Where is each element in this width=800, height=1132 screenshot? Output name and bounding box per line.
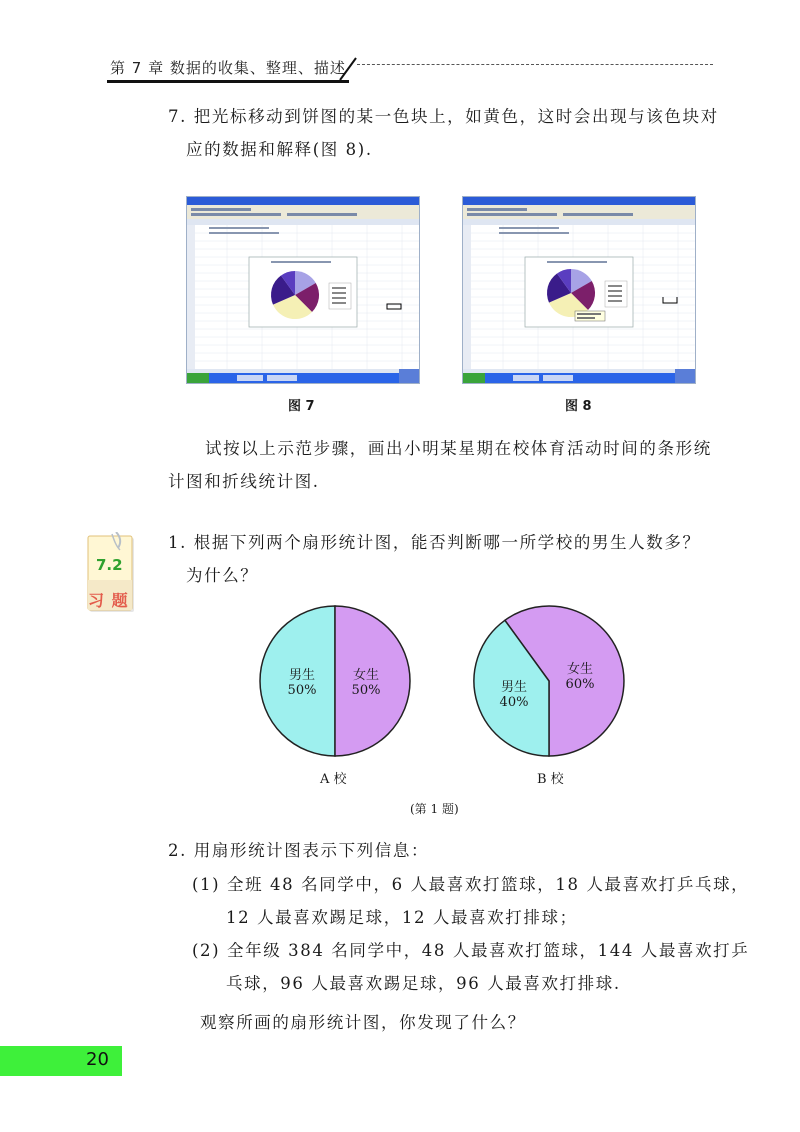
pie-a-male-label — [280, 668, 324, 698]
pie-b-female-pct: 60% — [565, 677, 595, 692]
question2-part2-line2: 乓球，96 人最喜欢踢足球，96 人最喜欢打排球. — [226, 974, 621, 993]
step7-line1: 7. 把光标移动到饼图的某一色块上，如黄色，这时会出现与该色块对 — [168, 107, 719, 126]
pie-a-female-name: 女生 — [352, 668, 379, 683]
pie-b-caption: B 校 — [537, 772, 564, 787]
page-number: 20 — [86, 1049, 109, 1070]
question1-figure-caption: (第 1 题) — [410, 802, 459, 816]
question2-intro: 2. 用扇形统计图表示下列信息： — [168, 841, 430, 860]
step7-line2: 应的数据和解释(图 8). — [186, 140, 373, 159]
pie-a-female-label — [344, 668, 388, 698]
pie-b-female-label — [558, 662, 602, 692]
pie-b-male-pct: 40% — [499, 695, 529, 710]
header-slash-decoration — [338, 54, 358, 82]
pie-b-male-name: 男生 — [500, 680, 527, 695]
spreadsheet-window-tooltip-illustration — [463, 197, 695, 383]
question2-closing: 观察所画的扇形统计图，你发现了什么？ — [200, 1013, 526, 1032]
spreadsheet-window-illustration — [187, 197, 419, 383]
pie-a-male-name: 男生 — [288, 668, 315, 683]
header-dashed-rule — [357, 64, 713, 65]
exercise-badge-number: 7.2 — [96, 556, 123, 574]
question2-part2-line1: (2) 全年级 384 名同学中，48 人最喜欢打篮球，144 人最喜欢打乒 — [192, 941, 750, 960]
question2-part1-line1: (1) 全班 48 名同学中，6 人最喜欢打篮球，18 人最喜欢打乒乓球， — [192, 875, 750, 894]
pie-a-male-pct: 50% — [287, 683, 317, 698]
figure-7-screenshot — [186, 196, 420, 384]
question1-line2: 为什么？ — [186, 566, 259, 585]
figure-8-screenshot — [462, 196, 696, 384]
chapter-title: 第 7 章 数据的收集、整理、描述 — [110, 59, 346, 77]
pie-b-female-name: 女生 — [566, 662, 593, 677]
question1-line1: 1. 根据下列两个扇形统计图，能否判断哪一所学校的男生人数多？ — [168, 533, 701, 552]
figure-7-caption: 图 7 — [288, 399, 315, 414]
figure-8-caption: 图 8 — [565, 399, 592, 414]
exercise-badge-label: 习 题 — [88, 591, 129, 610]
pie-a-caption: A 校 — [320, 772, 347, 787]
pie-b-male-label — [492, 680, 536, 710]
pie-a-female-pct: 50% — [351, 683, 381, 698]
question2-part1-line2: 12 人最喜欢踢足球，12 人最喜欢打排球； — [226, 908, 578, 927]
task-line2: 计图和折线统计图. — [168, 472, 320, 491]
task-line1: 试按以上示范步骤，画出小明某星期在校体育活动时间的条形统 — [205, 439, 712, 458]
